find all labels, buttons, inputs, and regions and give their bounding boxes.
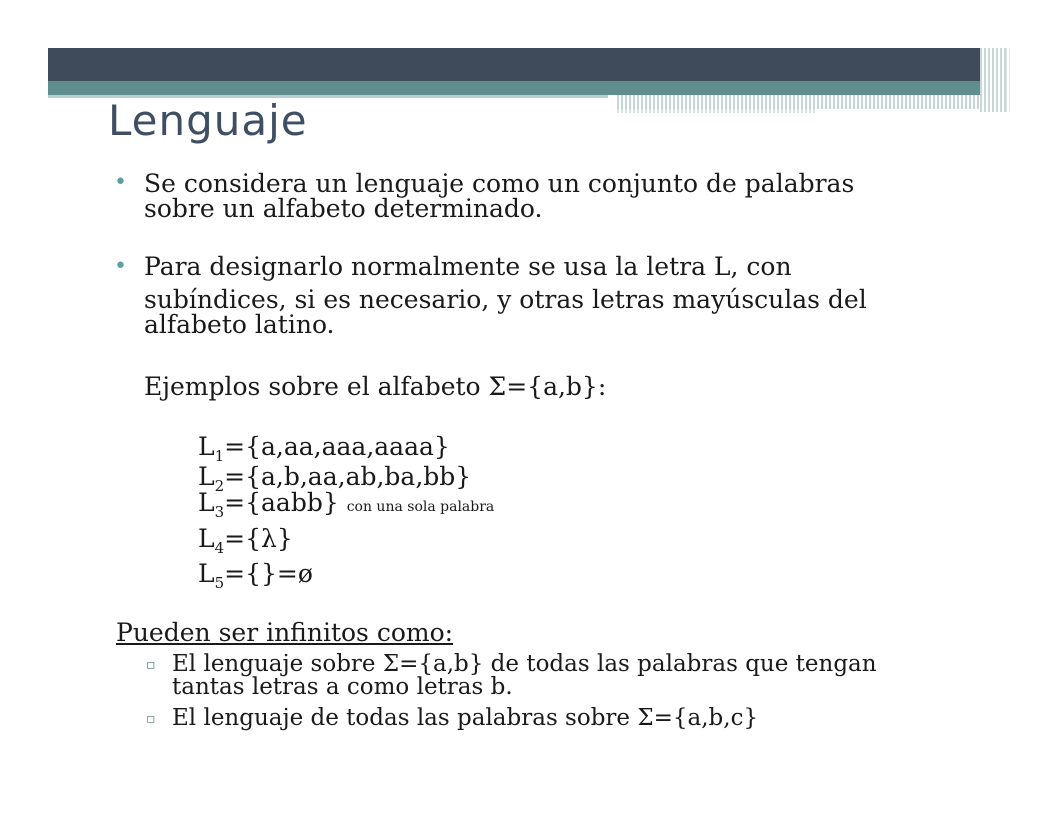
sub-bullet-marker: ▫: [146, 711, 156, 727]
example-letter: L: [198, 524, 215, 553]
example-letter: L: [198, 462, 215, 491]
example-subscript: 4: [214, 539, 225, 557]
header-vertical-stripes: [980, 48, 1006, 112]
header-stripe-pattern: [617, 95, 980, 109]
sub-bullet-marker: ▫: [146, 657, 156, 673]
sub-bullet1-line2: tantas letras a como letras b.: [172, 674, 513, 700]
example-letter: L: [198, 488, 215, 517]
example-l4: [198, 526, 293, 561]
sub-bullet1-line1: El lenguaje sobre Σ={a,b} de todas las palabras que tengan: [172, 651, 877, 677]
example-set: ={}=ø: [224, 559, 313, 588]
header-bar-teal: [48, 81, 980, 95]
bullet2-line1: Para designarlo normalmente se usa la letra L, con: [144, 252, 792, 281]
header-bar-dark: [48, 48, 980, 81]
examples-heading: Ejemplos sobre el alfabeto Σ={a,b}:: [144, 372, 607, 401]
example-subscript: 5: [214, 574, 225, 592]
example-subscript: 1: [214, 447, 225, 465]
bullet-marker: •: [114, 170, 127, 195]
example-l5: [198, 561, 313, 596]
infinite-heading: Pueden ser infinitos como:: [116, 618, 454, 647]
bullet2-line2: subíndices, si es necesario, y otras letras mayúsculas del: [144, 285, 867, 314]
example-note: con una sola palabra: [346, 499, 495, 515]
header-stripe-pattern-lower: [617, 109, 817, 113]
header-vertical-stripes-edge: [1006, 48, 1010, 112]
example-set: ={λ}: [224, 524, 293, 553]
example-letter: L: [198, 559, 215, 588]
example-l3: [198, 490, 494, 525]
example-letter: L: [198, 432, 215, 461]
example-set: ={a,aa,aaa,aaaa}: [224, 432, 450, 461]
slide-title: Lenguaje: [108, 96, 308, 145]
example-set: ={a,b,aa,ab,ba,bb}: [224, 462, 472, 491]
bullet2-line3: alfabeto latino.: [144, 310, 335, 339]
bullet-marker: •: [114, 254, 127, 279]
bullet1-line2: sobre un alfabeto determinado.: [144, 194, 543, 223]
example-subscript: 3: [214, 503, 225, 521]
example-set: ={aabb}: [224, 488, 339, 517]
bullet1-line1: Se considera un lenguaje como un conjunto de palabras: [144, 169, 855, 198]
example-subscript: 2: [214, 477, 225, 495]
sub-bullet2-line1: El lenguaje de todas las palabras sobre Σ={a,b,c}: [172, 705, 759, 731]
